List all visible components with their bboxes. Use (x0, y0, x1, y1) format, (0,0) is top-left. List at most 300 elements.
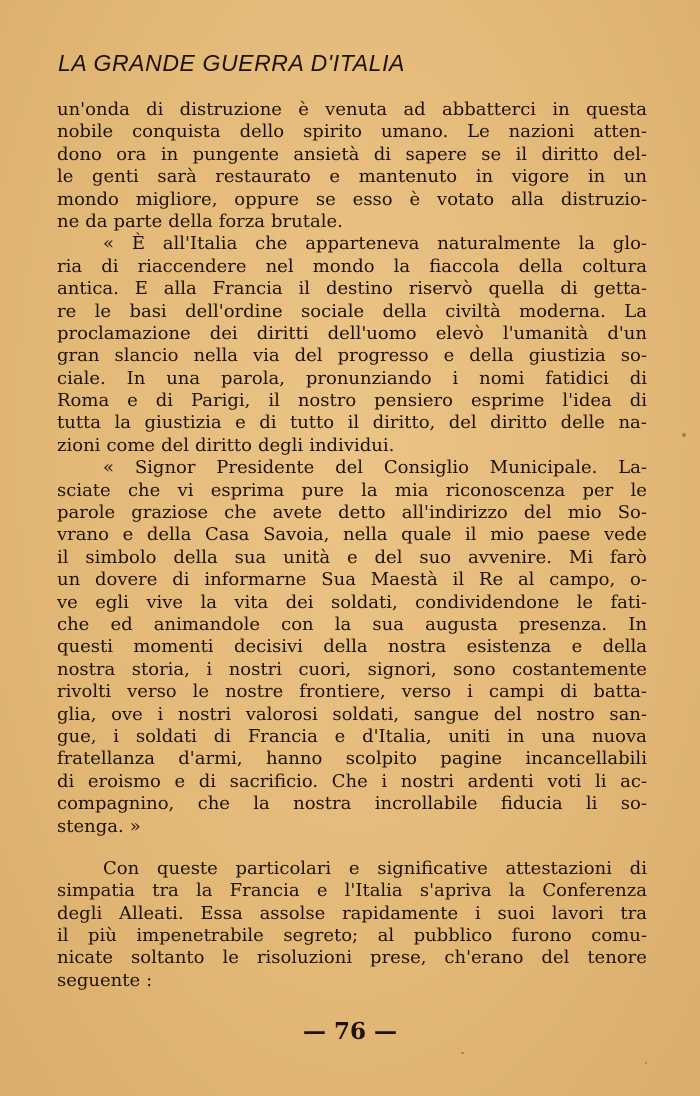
word: nel (265, 255, 294, 277)
word: della (173, 546, 218, 568)
word: soldati, (332, 703, 400, 725)
word: genti (92, 166, 139, 188)
text-line (57, 925, 647, 947)
word: le (576, 591, 594, 613)
word: più (87, 925, 117, 947)
word: soldati (135, 725, 197, 747)
word: li (585, 793, 598, 815)
word: la (334, 613, 352, 635)
word: eroismo (87, 770, 161, 792)
word: la (114, 412, 132, 434)
word: campo, (549, 569, 616, 591)
word: nuova (591, 725, 647, 747)
word: Con (103, 857, 140, 879)
word: egli (95, 591, 129, 613)
word: diritti (256, 322, 309, 344)
word: esso (352, 188, 393, 210)
word: che (224, 502, 257, 524)
word: tutta (57, 412, 102, 434)
word: e (346, 546, 358, 568)
word: se (315, 188, 336, 210)
word: le (94, 300, 112, 322)
word: ne (57, 210, 80, 232)
word: che (127, 479, 161, 501)
word: mondo (57, 188, 119, 210)
text-line (57, 748, 647, 770)
word: ansietà (293, 143, 360, 165)
word: mio (567, 502, 602, 524)
word: della (518, 255, 563, 277)
word: nostri (177, 703, 232, 725)
word: atten- (593, 121, 647, 143)
word: lavori (551, 902, 604, 924)
word: di (259, 412, 277, 434)
word: ch'erano (444, 947, 524, 969)
word: Re (478, 569, 504, 591)
word: batta- (593, 681, 647, 703)
word: vigore (511, 166, 570, 188)
word: della (146, 524, 192, 546)
word: riservò (408, 278, 473, 300)
paragraph-gap (57, 838, 647, 858)
word: Francia (212, 278, 283, 300)
text-line (57, 947, 647, 969)
paper-speck (645, 1062, 647, 1064)
word: nella (342, 524, 388, 546)
word: La (624, 300, 647, 322)
word: segreto; (283, 925, 359, 947)
word: il (268, 390, 280, 412)
word: sua (372, 613, 404, 635)
word: distruzione (179, 99, 282, 120)
word: ve (57, 591, 78, 613)
word: nicate (57, 947, 114, 969)
word: l'umanità (502, 322, 589, 344)
word: in (160, 143, 179, 165)
word: le (192, 681, 210, 703)
word: di (560, 278, 578, 300)
word: nostro (297, 390, 357, 412)
word: e (443, 345, 455, 367)
word: al (517, 569, 535, 591)
word: apparteneva (305, 233, 420, 255)
word: voti (547, 770, 582, 792)
word: valorosi (245, 703, 318, 725)
word: il (57, 925, 69, 947)
word: In (628, 613, 647, 635)
word: na- (618, 412, 647, 434)
text-line (57, 636, 647, 658)
word: antica. (57, 278, 119, 300)
word: sciate (57, 479, 111, 501)
word: Che (331, 770, 368, 792)
word: ove (111, 703, 143, 725)
text-line (57, 614, 647, 636)
word: unità (283, 546, 331, 568)
word: di (629, 367, 647, 389)
word: nostre (225, 681, 284, 703)
word: il (347, 412, 360, 434)
word: tra (620, 902, 647, 924)
word: suoi (497, 902, 535, 924)
word: i (381, 770, 388, 792)
word: le (630, 479, 647, 501)
word: dovere (95, 569, 158, 591)
word: s'apriva (419, 880, 492, 902)
word: rapidamente (342, 902, 459, 924)
word: sua (234, 546, 267, 568)
word: fratellanza (57, 748, 155, 770)
word: sono (453, 658, 496, 680)
word: incancellabili (525, 748, 647, 770)
text-line (57, 726, 647, 748)
word: una (166, 367, 201, 389)
word: le (57, 166, 74, 188)
word: coltura (582, 255, 647, 277)
word: i (474, 902, 481, 924)
text-line (57, 659, 647, 681)
text-line (57, 412, 647, 434)
word: risoluzioni (256, 947, 353, 969)
word: nostri (400, 770, 455, 792)
text-line (57, 256, 647, 278)
word: riconoscenza (445, 479, 566, 501)
text-line (57, 211, 647, 233)
word: Roma (57, 390, 110, 412)
text-line (57, 480, 647, 502)
word: fiducia (500, 793, 563, 815)
word: il (298, 278, 311, 300)
word: via (252, 345, 280, 367)
text-line (57, 121, 647, 143)
word: votato (437, 188, 495, 210)
word: Savoia, (263, 524, 330, 546)
word: Essa (200, 902, 243, 924)
word: del (523, 502, 552, 524)
word: zioni (57, 434, 101, 456)
word: esprima (210, 479, 285, 501)
word: E (134, 278, 148, 300)
word: civiltà (445, 300, 501, 322)
word: li (594, 770, 607, 792)
text-line (57, 880, 647, 902)
word: getta- (593, 278, 647, 300)
word: Parigi, (191, 390, 251, 412)
word: uniti (448, 725, 491, 747)
text-line (57, 99, 647, 121)
word: una (541, 725, 576, 747)
word: nostra (388, 636, 447, 658)
word: glia, (57, 703, 97, 725)
word: i (206, 658, 213, 680)
text-line (57, 903, 647, 925)
word: riaccendere (137, 255, 247, 277)
word: con (281, 613, 314, 635)
word: del (294, 345, 323, 367)
word: della (168, 210, 213, 232)
word: d'Italia, (362, 725, 432, 747)
word: detto (338, 502, 386, 524)
word: nella (193, 345, 238, 367)
word: la (200, 591, 217, 613)
word: Casa (204, 524, 250, 546)
text-line (57, 368, 647, 390)
word: attestazioni (505, 857, 612, 879)
word: alla (510, 188, 544, 210)
word: Conferenza (542, 880, 647, 902)
word: moderna. (519, 300, 606, 322)
word: di (155, 390, 174, 412)
word: tutto (289, 412, 335, 434)
word: diritto (195, 434, 252, 456)
word: presenza. (518, 613, 608, 635)
word: è (409, 188, 421, 210)
text-line (57, 233, 647, 255)
word: cuori, (298, 658, 352, 680)
word: signori, (367, 658, 437, 680)
word: giustizia (144, 412, 222, 434)
word: la (393, 255, 411, 277)
word: brutale. (271, 210, 343, 232)
word: slancio (114, 345, 179, 367)
word: La- (618, 457, 647, 479)
word: pagine (440, 748, 503, 770)
word: del (335, 457, 364, 479)
word: i (467, 681, 473, 703)
text-line (57, 858, 647, 880)
word: d'armi, (178, 748, 243, 770)
word: animandole (153, 613, 261, 635)
word: : (146, 969, 153, 991)
word: della (469, 345, 514, 367)
word: d'un (607, 322, 647, 344)
word: È (131, 233, 145, 255)
word: e (174, 770, 186, 792)
text-line (57, 144, 647, 166)
word: diritto (541, 143, 599, 165)
word: frontiere, (299, 681, 386, 703)
word: i (113, 725, 120, 747)
word: Francia (229, 880, 300, 902)
word: i (157, 703, 164, 725)
word: degli (57, 902, 103, 924)
word: o- (630, 569, 647, 591)
paper-speck (682, 433, 686, 437)
word: san- (609, 703, 647, 725)
word: vi (177, 479, 194, 501)
word: progresso (337, 345, 429, 367)
word: so- (620, 793, 647, 815)
word: un'onda (57, 99, 130, 120)
word: simbolo (85, 546, 157, 568)
word: Alleati. (119, 902, 184, 924)
text-line (57, 681, 647, 703)
word: tenore (587, 947, 647, 969)
word: campi (488, 681, 545, 703)
word: nostra (293, 793, 352, 815)
word: basi (129, 300, 167, 322)
word: giustizia (528, 345, 606, 367)
word: graziose (131, 502, 209, 524)
word: il (515, 143, 528, 165)
word: sarà (157, 166, 197, 188)
word: di (146, 99, 164, 120)
word: le (222, 947, 239, 969)
word: di (57, 770, 75, 792)
word: parole (57, 502, 116, 524)
word: informarne (204, 569, 307, 591)
word: sangue (413, 703, 480, 725)
word: questa (585, 99, 647, 120)
word: Municipale. (489, 457, 598, 479)
word: pungente (192, 143, 279, 165)
word: di (213, 725, 232, 747)
text-line (57, 301, 647, 323)
word: e (348, 857, 360, 879)
word: verso (127, 681, 177, 703)
word: nostra (57, 658, 116, 680)
word: queste (156, 857, 218, 879)
word: ac- (620, 770, 647, 792)
word: Consiglio (383, 457, 469, 479)
word: del (374, 546, 403, 568)
word: compagnino, (57, 793, 175, 815)
word: rivolti (57, 681, 112, 703)
word: che (57, 613, 90, 635)
word: esistenza (466, 636, 552, 658)
word: nostro (536, 703, 595, 725)
text-line (57, 189, 647, 211)
word: diritto (490, 412, 548, 434)
word: un (57, 569, 81, 591)
word: e (235, 412, 246, 434)
word: pensiero (374, 390, 453, 412)
word: forza (218, 210, 266, 232)
word: della (602, 636, 647, 658)
word: Mi (568, 546, 594, 568)
word: comu- (591, 925, 647, 947)
word: degli (257, 434, 304, 456)
word: soldati, (330, 591, 398, 613)
word: e (127, 390, 138, 412)
word: l'Italia (344, 880, 403, 902)
word: hanno (265, 748, 323, 770)
text-line (57, 704, 647, 726)
word: che (255, 233, 288, 255)
word: ad (403, 99, 426, 120)
word: oppure (234, 188, 300, 210)
word: sapere (405, 143, 467, 165)
word: dell'uomo (327, 322, 417, 344)
word: restaurato (215, 166, 311, 188)
word: la (508, 880, 526, 902)
word: esprime (470, 390, 545, 412)
word: al (377, 925, 395, 947)
word: vrano (57, 524, 109, 546)
word: umano. (380, 121, 449, 143)
word: fiaccola (429, 255, 500, 277)
word: sociale (301, 300, 365, 322)
word: nostri (228, 658, 282, 680)
word: dei (285, 591, 314, 613)
word: scolpito (345, 748, 417, 770)
word: proclamazione (57, 322, 191, 344)
text-line (57, 569, 647, 591)
word: Le (467, 121, 490, 143)
word: « (103, 233, 115, 255)
word: del (493, 703, 522, 725)
word: di (198, 770, 217, 792)
word: delle (560, 412, 605, 434)
word: e (334, 725, 346, 747)
text-line (57, 345, 647, 367)
word: dell'ordine (185, 300, 283, 322)
text-line (57, 166, 647, 188)
word: fatidici (545, 367, 609, 389)
word: destino (325, 278, 393, 300)
word: Francia (247, 725, 318, 747)
word: individui. (309, 434, 395, 456)
word: assolse (259, 902, 326, 924)
word: distruzio- (560, 188, 647, 210)
word: soltanto (131, 947, 205, 969)
word: mondo (312, 255, 375, 277)
word: Maestà (370, 569, 438, 591)
word: costantemente (512, 658, 647, 680)
word: all'Italia (162, 233, 238, 255)
word: di (560, 681, 578, 703)
word: elevò (435, 322, 484, 344)
word: particolari (235, 857, 332, 879)
word: parola, (221, 367, 285, 389)
word: condividendone (415, 591, 560, 613)
word: migliore, (135, 188, 218, 210)
word: il (57, 546, 69, 568)
word: è (298, 99, 309, 120)
word: ria (57, 255, 83, 277)
word: della (382, 300, 427, 322)
text-line (57, 323, 647, 345)
word: questi (57, 636, 113, 658)
word: e (571, 636, 583, 658)
word: mantenuto (358, 166, 458, 188)
word: paese (537, 524, 591, 546)
text-line (57, 457, 647, 479)
paper-speck (461, 1052, 464, 1054)
word: la (361, 479, 378, 501)
word: un (623, 166, 647, 188)
word: ciale. (57, 367, 106, 389)
page-number: — 76 — (302, 1018, 398, 1045)
word: del- (612, 143, 647, 165)
word: alla (163, 278, 197, 300)
word: la (195, 880, 213, 902)
word: seguente (57, 969, 141, 991)
word: diritto, (372, 412, 436, 434)
word: decisivi (233, 636, 303, 658)
word: gran (57, 345, 100, 367)
text-line (57, 970, 647, 992)
word: ora (116, 143, 147, 165)
word: quella (488, 278, 545, 300)
running-head: LA GRANDE GUERRA D'ITALIA (58, 50, 405, 76)
word: So- (617, 502, 647, 524)
word: pronunziando (305, 367, 432, 389)
word: dono (57, 143, 102, 165)
word: In (126, 367, 146, 389)
word: di (629, 857, 647, 879)
word: in (475, 166, 494, 188)
